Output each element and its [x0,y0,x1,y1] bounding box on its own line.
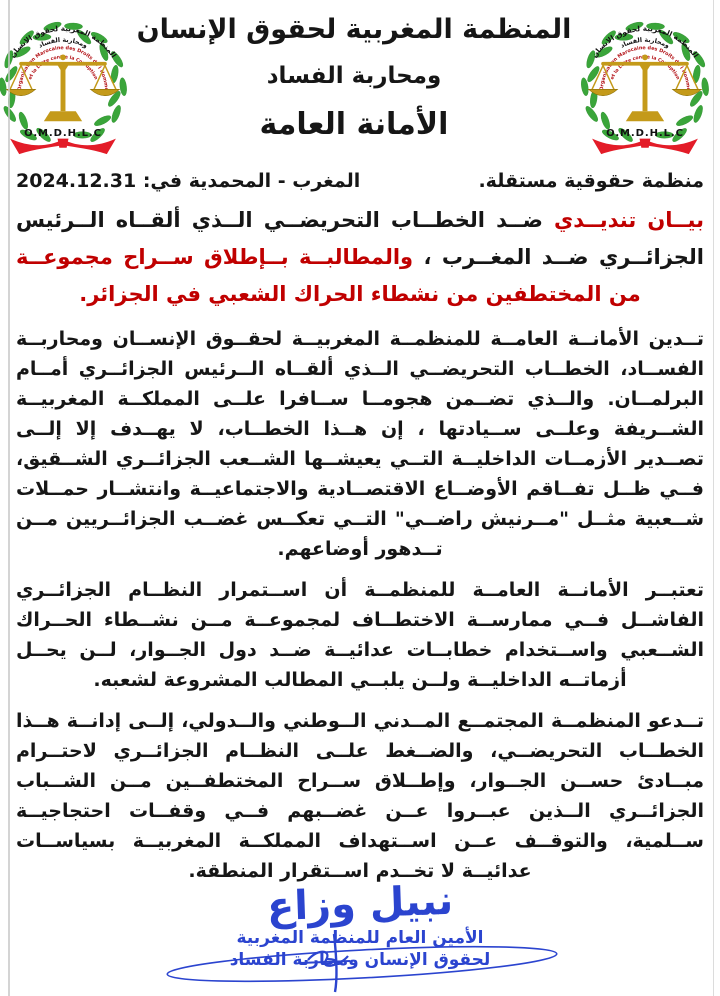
scan-edge-line [8,0,10,996]
omdhlc-logo-left [0,4,136,160]
place-date [16,170,360,192]
signatory-role-line2: لحقوق الإنسان ومحاربة الفساد [229,950,491,970]
meta-row [0,170,720,192]
statement-title [0,202,720,313]
title-line1-black: ضــد الخطــاب التحريضــي الــذي ألقــاه الــرئيس [16,208,543,232]
paragraph-1: تــدين الأمانــة العامــة للمنظمــة المغربيــة لحقــوق الإنســان ومحاربــة الفســاد، الخطــاب التحريضــي الــذي ألقــاه الــرئيس الجزائــري أمــام البرلمــان. والــذي تضــمن هجومــا ســافرا علــى المملكــة المغربيــة الشــريفة وعلــى ســيادتها ، إن هــذا الخطــاب، لا يهــدف إلا إلــى تصــدير الأزمــات الداخليــة التــي يعيشــها الشــعب الجزائــري الشــقيق، فــي ظــل تفــاقم الأوضــاع الاقتصــادية والاجتماعيــة وانتشــار حمــلات شــعبية مثــل "مــرنيش راضــي" التــي تعكــس غضــب الجزائــريين مــن تــدهور أوضاعهم. [16,328,704,560]
title-line-2 [16,239,704,276]
org-name-line1: المنظمة المغربية لحقوق الإنسان [136,14,572,45]
title-line-3: من المختطفين من نشطاء الحراك الشعبي في الجزائر. [79,282,641,306]
paragraph-2: تعتبــر الأمانــة العامــة للمنظمــة أن اســتمرار النظــام الجزائــري الفاشــل فــي ممارســة الاختطــاف لمجموعــة مــن نشــطاء الحــراك الشــعبي واســتخدام خطابــات عدائيــة ضــد دول الجــوار، لــن يحــل أزماتــه الداخليــة ولــن يلبــي المطالب المشروعة لشعبه. [16,579,704,691]
omdhlc-logo-right [572,4,718,160]
paragraph-3: تــدعو المنظمــة المجتمــع المــدني الــوطني والــدولي، إلــى إدانــة هــذا الخطــاب التحريضــي، والضــغط علــى النظــام الجزائــري لاحتــرام مبــادئ حســن الجــوار، وإطــلاق ســراح المختطفــين مــن الشــباب الجزائــري الــذين عبــروا عــن غضــبهم فــي وقفــات احتجاجيــة ســلمية، والتوقــف عــن اســتهداف المملكــة المغربيــة بسياســات عدائيــة لا تخــدم اســتقرار المنطقة. [16,710,704,882]
statement-body [0,324,720,886]
org-name-line2: ومحاربة الفساد [266,63,442,89]
org-secretariat-line: الأمانة العامة [259,107,449,142]
independent-org-label: منظمة حقوقية مستقلة. [478,170,704,192]
signatory-role-line1: الأمين العام للمنظمة المغربية [236,928,484,948]
handwritten-signature-icon [150,930,590,994]
signatory-name: نبيل وزاع [266,877,454,931]
place-date-label: المغرب - المحمدية في: [142,170,361,192]
org-title-block [136,4,572,146]
date-value: 2024.12.31 [16,170,137,192]
letterhead [0,0,720,162]
title-line2-black: الجزائــري ضــد المغــرب ، [413,245,704,269]
title-line2-red: والمطالبــة بــإطلاق ســراح مجموعــة [16,245,414,269]
title-line1-red: بيــان تنديــدي [542,208,704,232]
scan-edge-line [713,0,714,996]
title-line-1 [16,202,704,239]
